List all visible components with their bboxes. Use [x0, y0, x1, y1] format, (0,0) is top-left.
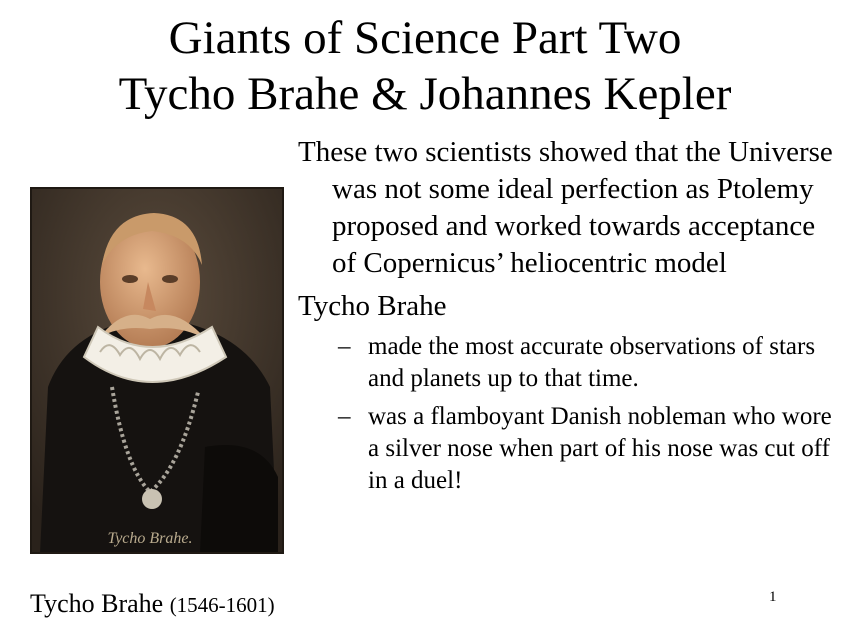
slide-title — [0, 10, 850, 122]
title-line-2: Tycho Brahe & Johannes Kepler — [118, 68, 732, 120]
portrait-left-eye — [122, 275, 138, 283]
dash-marker: – — [338, 333, 351, 360]
sub-bullet-silver-nose — [338, 401, 843, 497]
tycho-brahe-portrait — [30, 187, 284, 554]
sub-bullet-text: made the most accurate observations of stars and planets up to that time. — [368, 333, 816, 392]
dash-marker: – — [338, 403, 351, 430]
caption-dates: (1546-1601) — [169, 593, 275, 617]
title-line-1: Giants of Science Part Two — [168, 12, 682, 64]
caption-name: Tycho Brahe — [30, 589, 164, 618]
intro-bullet: These two scientists showed that the Universe was not some ideal perfection as Ptolemy proposed and worked towards acceptance of Copernicus’ heliocentric model — [298, 136, 833, 279]
portrait-inscription: Tycho Brahe. — [107, 530, 193, 547]
sub-bullet-text: was a flamboyant Danish nobleman who wore a silver nose when part of his nose was cut off in a duel! — [368, 403, 832, 494]
portrait-sleeve — [200, 445, 278, 554]
portrait-right-eye — [162, 275, 178, 283]
slide-number: 1 — [769, 589, 777, 605]
sub-bullet-observations — [338, 331, 843, 395]
portrait-caption — [30, 588, 275, 621]
slide-body — [298, 134, 843, 503]
portrait-medallion — [142, 489, 162, 509]
section-heading: Tycho Brahe — [298, 290, 447, 322]
